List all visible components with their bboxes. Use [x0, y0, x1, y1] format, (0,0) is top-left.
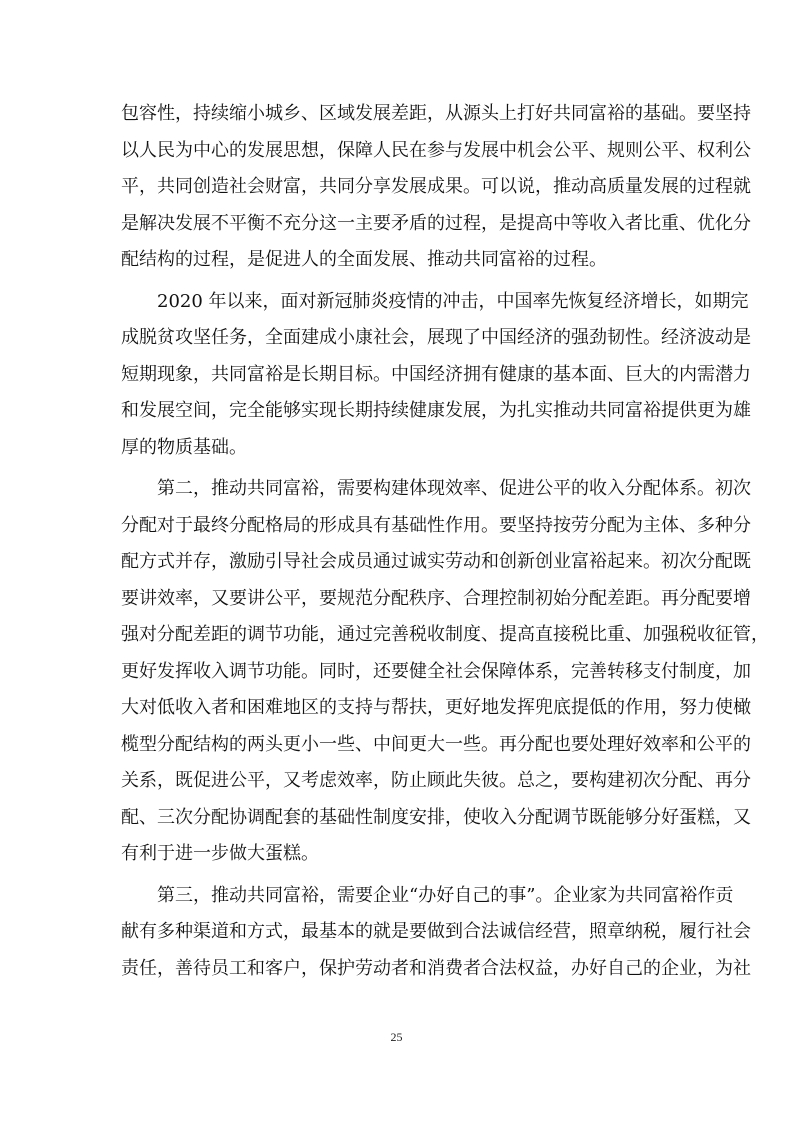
text-line: 和发展空间，完全能够实现长期持续健康发展，为扎实推动共同富裕提供更为雄 — [121, 400, 751, 421]
text-line: 以人民为中心的发展思想，保障人民在参与发展中机会公平、规则公平、权利公 — [121, 139, 751, 161]
text-line: 成脱贫攻坚任务，全面建成小康社会，展现了中国经济的强劲韧性。经济波动是 — [121, 327, 751, 348]
text-line: 配、三次分配协调配套的基础性制度安排，使收入分配调节既能够分好蛋糕，又 — [121, 806, 751, 828]
page-number: 25 — [390, 1030, 403, 1044]
text-line: 配方式并存，激励引导社会成员通过诚实劳动和创新创业富裕起来。初次分配既 — [121, 551, 751, 572]
text-line: 平，共同创造社会财富，共同分享发展成果。可以说，推动高质量发展的过程就 — [121, 176, 751, 197]
text-line: 短期现象，共同富裕是长期目标。中国经济拥有健康的基本面、巨大的内需潜力 — [121, 363, 751, 385]
text-line: 厚的物质基础。 — [121, 436, 247, 458]
paragraph-2 — [121, 284, 751, 467]
text-line: 配结构的过程，是促进人的全面发展、推动共同富裕的过程。 — [121, 249, 607, 270]
text-line: 强对分配差距的调节功能，通过完善税收制度、提高直接税比重、加强税收征管， — [121, 624, 769, 645]
text-line: 是解决发展不平衡不充分这一主要矛盾的过程，是提高中等收入者比重、优化分 — [121, 212, 751, 234]
text-line: 献有多种渠道和方式，最基本的就是要做到合法诚信经营，照章纳税，履行社会 — [121, 921, 751, 942]
paragraph-4 — [121, 878, 751, 988]
text-line: 要讲效率，又要讲公平，要规范分配秩序、合理控制初始分配差距。再分配要增 — [121, 587, 751, 609]
body-text — [121, 96, 769, 987]
text-line: 分配对于最终分配格局的形成具有基础性作用。要坚持按劳分配为主体、多种分 — [121, 514, 751, 536]
paragraph-3 — [121, 471, 769, 873]
text-line: 更好发挥收入调节功能。同时，还要健全社会保障体系，完善转移支付制度，加 — [121, 660, 751, 682]
text-line: 大对低收入者和困难地区的支持与帮扶，更好地发挥兜底提低的作用，努力使橄 — [121, 697, 751, 718]
text-line: 第三，推动共同富裕，需要企业“办好自己的事”。企业家为共同富裕作贡 — [121, 884, 734, 906]
text-line: 2020 年以来，面对新冠肺炎疫情的冲击，中国率先恢复经济增长，如期完 — [121, 290, 749, 312]
text-line: 关系，既促进公平，又考虑效率，防止顾此失彼。总之，要构建初次分配、再分 — [121, 770, 751, 791]
text-line: 榄型分配结构的两头更小一些、中间更大一些。再分配也要处理好效率和公平的 — [121, 733, 751, 755]
text-line: 包容性，持续缩小城乡、区域发展差距，从源头上打好共同富裕的基础。要坚持 — [121, 103, 751, 124]
text-line: 责任，善待员工和客户，保护劳动者和消费者合法权益，办好自己的企业，为社 — [121, 957, 751, 979]
paragraph-1 — [121, 96, 751, 279]
text-line: 第二，推动共同富裕，需要构建体现效率、促进公平的收入分配体系。初次 — [121, 478, 751, 499]
text-line: 有利于进一步做大蛋糕。 — [121, 843, 319, 864]
